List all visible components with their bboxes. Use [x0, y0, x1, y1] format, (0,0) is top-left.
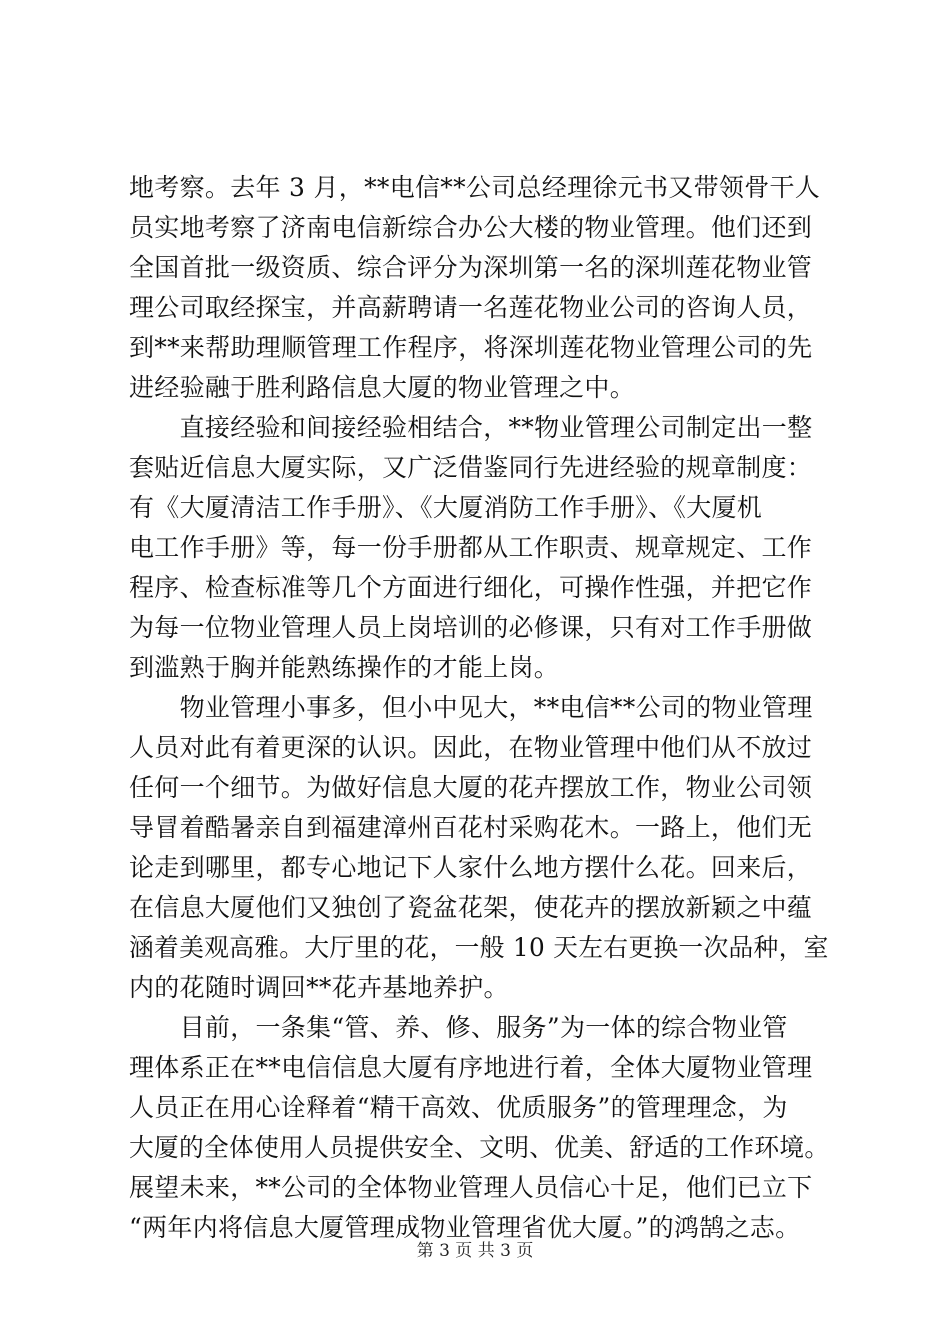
text-line: 目前，一条集“管、养、修、服务”为一体的综合物业管	[129, 1013, 788, 1042]
text-line: 全国首批一级资质、综合评分为深圳第一名的深圳莲花物业管	[129, 253, 813, 282]
page-footer: 第 3 页 共 3 页	[416, 1241, 534, 1261]
text-line: “两年内将信息大厦管理成物业管理省优大厦。”的鸿鹄之志。	[129, 1213, 801, 1242]
text-line: 导冒着酷暑亲自到福建漳州百花村采购花木。一路上，他们无	[129, 813, 813, 842]
text-line: 到滥熟于胸并能熟练操作的才能上岗。	[129, 653, 560, 682]
text-line: 物业管理小事多，但小中见大，**电信**公司的物业管理	[129, 693, 813, 722]
text-line: 任何一个细节。为做好信息大厦的花卉摆放工作，物业公司领	[129, 773, 813, 802]
text-line: 到**来帮助理顺管理工作程序，将深圳莲花物业管理公司的先	[129, 333, 813, 362]
text-line: 直接经验和间接经验相结合，**物业管理公司制定出一整	[129, 413, 813, 442]
text-line: 展望未来，**公司的全体物业管理人员信心十足，他们已立下	[129, 1173, 813, 1202]
text-line: 套贴近信息大厦实际，又广泛借鉴同行先进经验的规章制度：	[129, 453, 813, 482]
text-line: 理公司取经探宝，并高薪聘请一名莲花物业公司的咨询人员，	[129, 293, 813, 322]
text-line: 论走到哪里，都专心地记下人家什么地方摆什么花。回来后，	[129, 853, 813, 882]
text-line: 有《大厦清洁工作手册》、《大厦消防工作手册》、《大厦机	[129, 493, 763, 522]
text-line: 大厦的全体使用人员提供安全、文明、优美、舒适的工作环境。	[129, 1133, 830, 1162]
text-line: 人员正在用心诠释着“精干高效、优质服务”的管理理念，为	[129, 1093, 788, 1122]
text-line: 进经验融于胜利路信息大厦的物业管理之中。	[129, 373, 636, 402]
text-line: 地考察。去年 3 月，**电信**公司总经理徐元书又带领骨干人	[129, 173, 821, 202]
text-line: 涵着美观高雅。大厅里的花，一般 10 天左右更换一次品种，室	[129, 933, 829, 962]
text-line: 电工作手册》等，每一份手册都从工作职责、规章规定、工作	[129, 533, 813, 562]
text-line: 员实地考察了济南电信新综合办公大楼的物业管理。他们还到	[129, 213, 813, 242]
document-body	[129, 168, 829, 1248]
text-line: 为每一位物业管理人员上岗培训的必修课，只有对工作手册做	[129, 613, 813, 642]
text-line: 理体系正在**电信信息大厦有序地进行着，全体大厦物业管理	[129, 1053, 813, 1082]
text-line: 内的花随时调回**花卉基地养护。	[129, 973, 509, 1002]
text-line: 在信息大厦他们又独创了瓷盆花架，使花卉的摆放新颖之中蕴	[129, 893, 813, 922]
text-line: 程序、检查标准等几个方面进行细化，可操作性强，并把它作	[129, 573, 813, 602]
text-line: 人员对此有着更深的认识。因此，在物业管理中他们从不放过	[129, 733, 813, 762]
